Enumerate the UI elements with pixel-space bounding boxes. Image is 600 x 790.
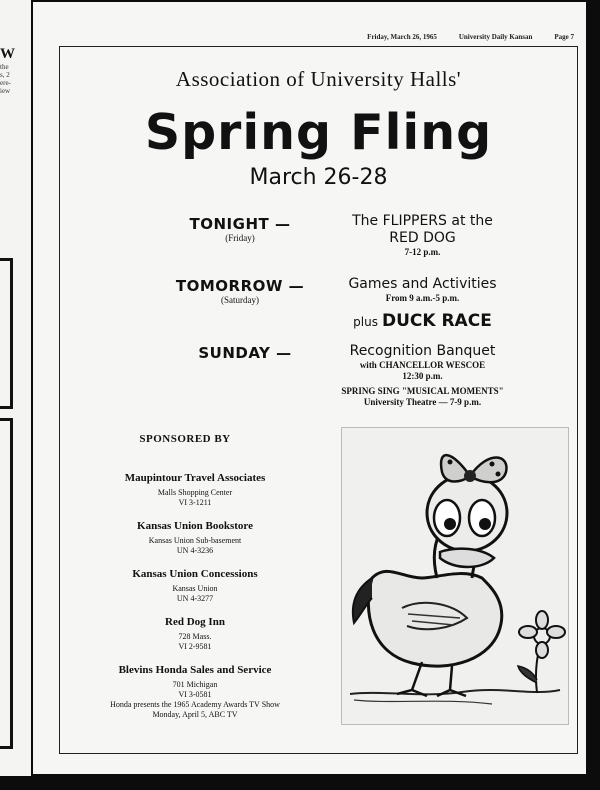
event-dates: March 26-28 <box>249 165 388 190</box>
schedule-day-tomorrow <box>155 277 325 306</box>
page-number: Page 7 <box>554 33 574 41</box>
sponsor-maupintour <box>90 472 300 508</box>
event-extra-line: University Theatre — 7-9 p.m. <box>363 397 482 407</box>
sponsor-note: Honda presents the 1965 Academy Awards TV Show <box>110 700 280 709</box>
association-name: Association of University Halls' <box>175 67 462 91</box>
sponsor-phone: UN 4-3277 <box>176 594 214 603</box>
event-time: From 9 a.m.-5 p.m. <box>385 293 460 303</box>
duck-drawing <box>342 428 568 724</box>
day-label: TONIGHT — <box>189 215 291 233</box>
sponsor-name: Red Dog Inn <box>165 616 225 628</box>
schedule-event-tonight <box>330 213 515 258</box>
adjacent-page-letter: W <box>0 46 15 62</box>
schedule-day-sunday <box>180 344 310 362</box>
sponsor-note: Monday, April 5, ABC TV <box>152 710 238 719</box>
event-time: 7-12 p.m. <box>404 247 441 257</box>
sponsor-address: Malls Shopping Center <box>157 488 233 497</box>
sponsored-by-heading: SPONSORED BY <box>139 433 231 445</box>
sponsor-name: Kansas Union Bookstore <box>137 520 253 532</box>
paper-name: University Daily Kansan <box>458 33 533 41</box>
sponsor-name: Blevins Honda Sales and Service <box>118 664 272 676</box>
day-label: TOMORROW — <box>175 277 305 295</box>
sponsor-phone: UN 4-3236 <box>176 546 214 555</box>
duck-race-label: DUCK RACE <box>381 311 492 331</box>
day-label: SUNDAY — <box>198 344 292 362</box>
duck-race-line <box>330 311 515 331</box>
sponsor-phone: VI 2-9581 <box>178 642 212 651</box>
event-with: with CHANCELLOR WESCOE <box>359 360 486 370</box>
adjacent-text-fragment: iew <box>0 87 11 95</box>
day-sub: (Saturday) <box>221 295 259 305</box>
event-extra-line: SPRING SING "MUSICAL MOMENTS" <box>341 386 504 396</box>
sponsor-address: 701 Michigan <box>172 680 218 689</box>
sponsor-name: Kansas Union Concessions <box>132 568 258 580</box>
event-line: The FLIPPERS at the <box>352 213 493 229</box>
adjacent-text-fragment: the <box>0 63 9 71</box>
adjacent-ad-border <box>0 418 13 749</box>
adjacent-text-fragment: ere- <box>0 79 11 87</box>
sponsor-blevins-honda <box>80 664 310 720</box>
sponsor-address: 728 Mass. <box>178 632 212 641</box>
event-line: RED DOG <box>389 230 456 246</box>
newspaper-page <box>33 2 586 774</box>
sponsor-name: Maupintour Travel Associates <box>124 472 266 484</box>
sponsor-phone: VI 3-0581 <box>178 690 212 699</box>
schedule-event-tomorrow <box>330 276 515 331</box>
event-line: Games and Activities <box>348 276 497 292</box>
sponsor-concessions <box>90 568 300 604</box>
event-time: 12:30 p.m. <box>402 371 443 381</box>
sponsor-address: Kansas Union Sub-basement <box>148 536 242 545</box>
adjacent-ad-border <box>0 258 13 409</box>
schedule-event-sunday <box>315 343 530 408</box>
plus-label: plus <box>353 315 378 329</box>
issue-date: Friday, March 26, 1965 <box>367 33 437 41</box>
duck-illustration <box>341 427 569 725</box>
adjacent-page-strip <box>0 0 31 776</box>
sponsor-address: Kansas Union <box>172 584 218 593</box>
event-line: Recognition Banquet <box>349 343 496 359</box>
sponsor-phone: VI 3-1211 <box>178 498 212 507</box>
adjacent-text-fragment: s, 2 <box>0 71 10 79</box>
schedule-day-tonight <box>160 215 320 244</box>
event-title: Spring Fling <box>144 104 493 161</box>
sponsor-bookstore <box>90 520 300 556</box>
sponsor-red-dog-inn <box>90 616 300 652</box>
day-sub: (Friday) <box>225 233 255 243</box>
spring-fling-advertisement <box>59 46 578 754</box>
running-head <box>367 33 574 41</box>
